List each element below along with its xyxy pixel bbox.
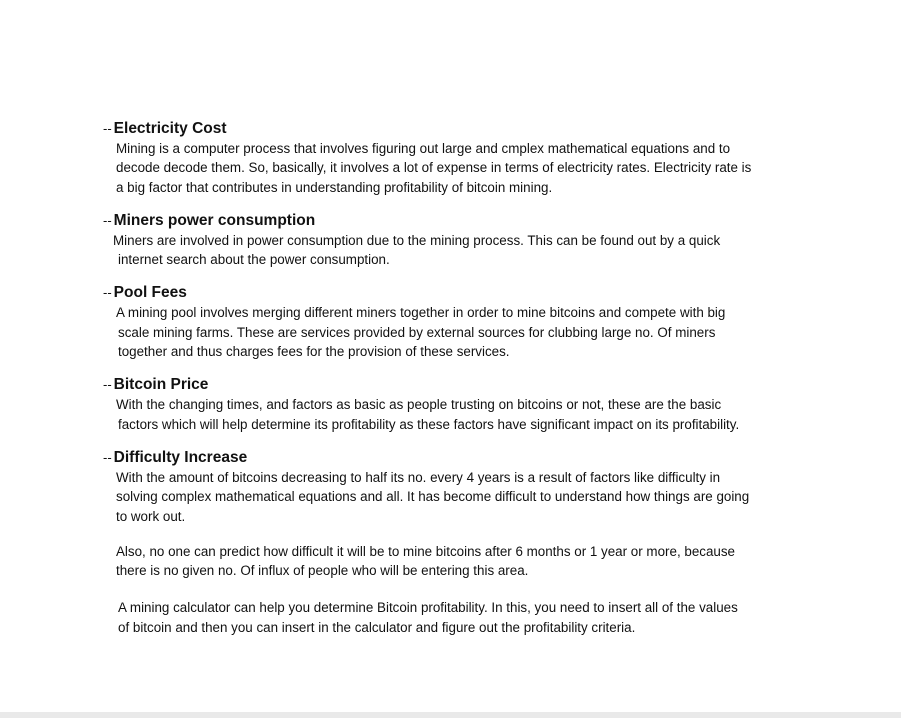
bullet-dash: --	[103, 449, 112, 465]
paragraph-line: a big factor that contributes in understanding profitability of bitcoin mining.	[116, 179, 553, 195]
paragraph-line: Miners are involved in power consumption due to the mining process. This can be found out by a quick	[113, 232, 721, 248]
paragraph-line: A mining calculator can help you determine Bitcoin profitability. In this, you need to insert all of the values	[118, 600, 738, 616]
paragraph-line: there is no given no. Of influx of people who will be entering this area.	[116, 563, 529, 579]
paragraph-line: internet search about the power consumption.	[118, 252, 390, 268]
paragraph-line: factors which will help determine its profitability as these factors have significant impact on its profitability.	[118, 416, 740, 432]
section-bitcoin-price	[103, 375, 823, 434]
paragraph-line: scale mining farms. These are services provided by external sources for clubbing large no. Of miners	[118, 324, 716, 340]
paragraph-line: solving complex mathematical equations and all. It has become difficult to understand how things are going	[116, 489, 750, 505]
closing-paragraph-calculator	[118, 598, 808, 637]
heading-text: Difficulty Increase	[113, 448, 248, 466]
paragraph-line: A mining pool involves merging different miners together in order to mine bitcoins and compete with big	[116, 305, 726, 321]
section-heading	[103, 119, 823, 139]
section-paragraph	[116, 468, 806, 526]
paragraph-line: of bitcoin and then you can insert in the calculator and figure out the profitability criteria.	[118, 619, 636, 635]
section-paragraph	[116, 303, 806, 361]
paragraph-line: Mining is a computer process that involves figuring out large and cmplex mathematical equations and to	[116, 141, 731, 156]
paragraph-line: decode decode them. So, basically, it involves a lot of expense in terms of electricity rates. Electricity rate is	[116, 160, 752, 176]
section-difficulty-increase	[103, 448, 823, 526]
paragraph-line: together and thus charges fees for the provision of these services.	[118, 344, 510, 360]
heading-text: Bitcoin Price	[113, 376, 209, 394]
section-heading	[103, 211, 823, 231]
section-paragraph	[116, 395, 806, 434]
section-heading	[103, 448, 823, 468]
paragraph-line: to work out.	[116, 508, 186, 524]
heading-text: Miners power consumption	[113, 211, 316, 229]
section-heading	[103, 375, 823, 395]
paragraph-line: With the amount of bitcoins decreasing to half its no. every 4 years is a result of factors like difficulty in	[116, 469, 721, 485]
paragraph-line: With the changing times, and factors as basic as people trusting on bitcoins or not, these are the basic	[116, 397, 722, 413]
section-heading	[103, 283, 823, 303]
section-paragraph	[113, 231, 803, 270]
heading-text: Electricity Cost	[113, 120, 227, 137]
closing-paragraph-prediction	[116, 542, 806, 581]
heading-text: Pool Fees	[113, 284, 187, 302]
bullet-dash: --	[103, 121, 112, 136]
section-paragraph	[116, 139, 806, 197]
section-miners-power-consumption	[103, 211, 823, 270]
section-electricity-cost	[103, 119, 823, 197]
document-content	[103, 119, 823, 637]
paragraph-line: Also, no one can predict how difficult it will be to mine bitcoins after 6 months or 1 year or more, because	[116, 543, 736, 559]
bullet-dash: --	[103, 285, 112, 301]
section-pool-fees	[103, 283, 823, 361]
page-bottom-edge	[0, 712, 901, 718]
bullet-dash: --	[103, 377, 112, 393]
bullet-dash: --	[103, 212, 112, 228]
